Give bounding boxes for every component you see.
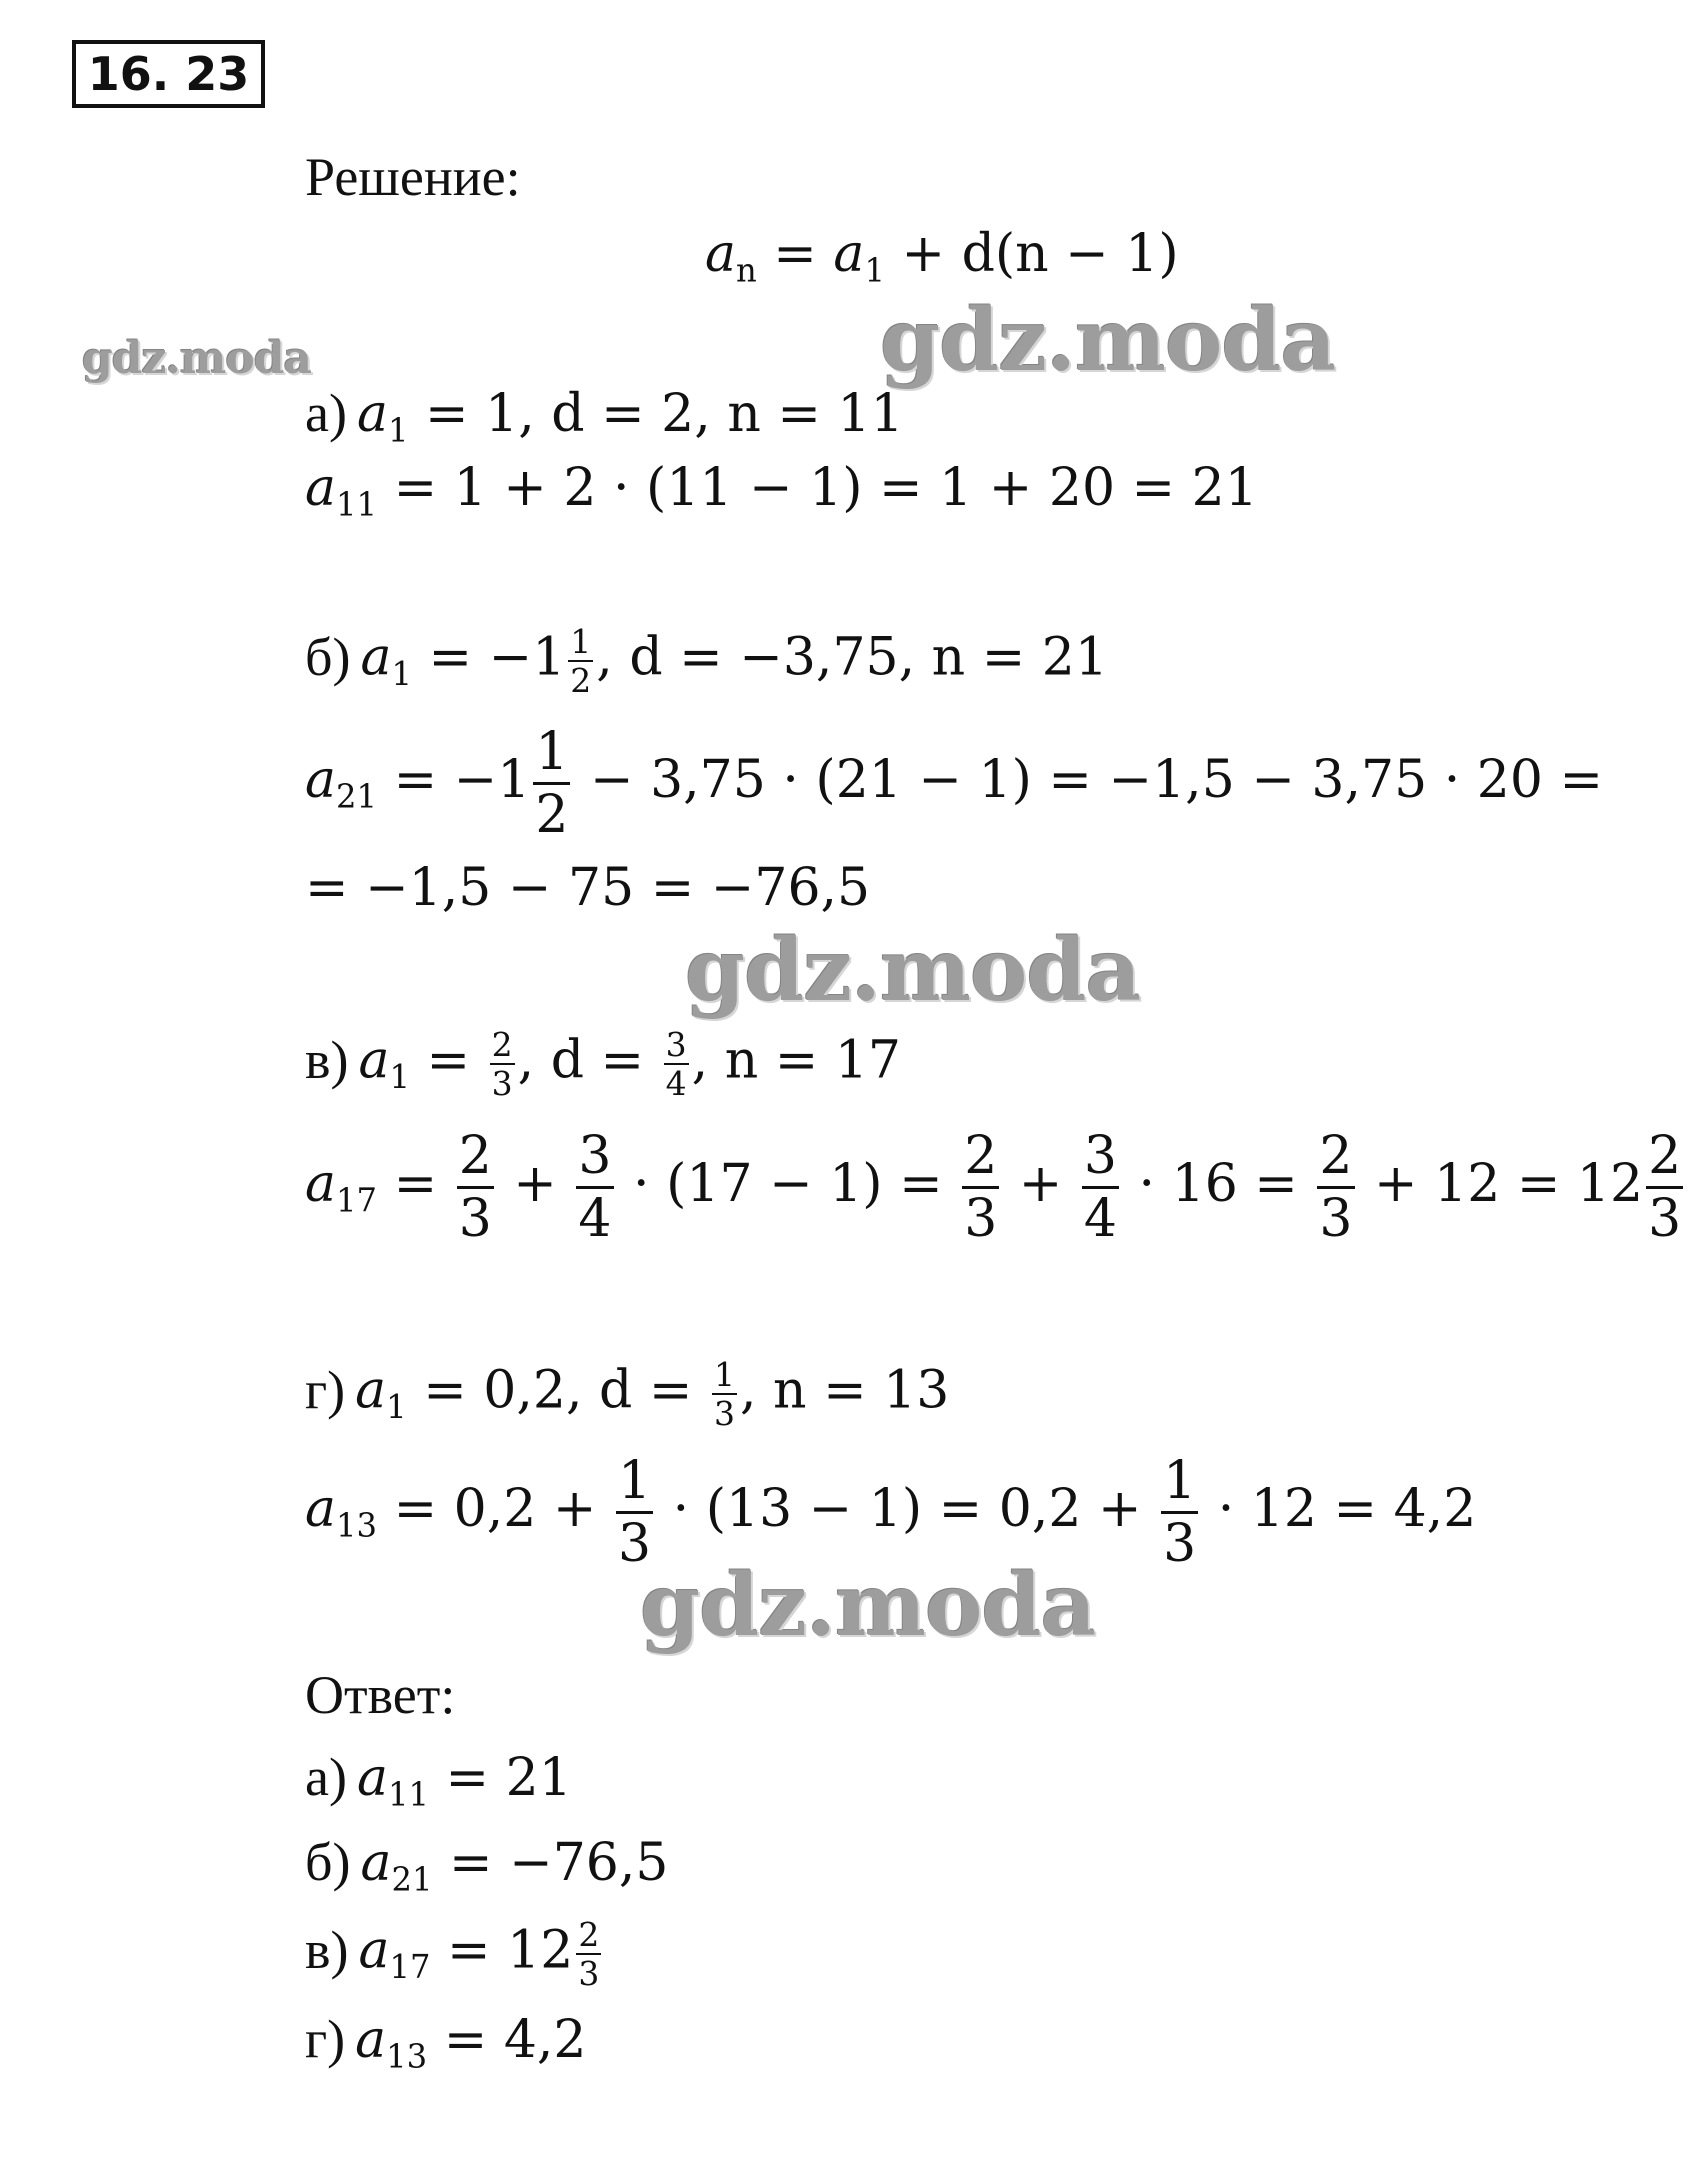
sub: 21	[391, 1860, 433, 1899]
var-a: a	[305, 1154, 337, 1214]
fraction	[1082, 1126, 1119, 1249]
fraction	[490, 1025, 515, 1103]
formula-lhs-sub: n	[736, 251, 757, 290]
text: − 3,75 · (21 − 1) = −1,5 − 3,75 · 20 =	[573, 750, 1604, 810]
general-formula: $a_n = a_1 + d(n - 1)$	[705, 224, 1179, 290]
text: = 12	[430, 1920, 574, 1981]
part-a-calc-text: = 1 + 2 · (11 − 1) = 1 + 20 = 21	[377, 458, 1258, 518]
fraction-denominator: 3	[1648, 1189, 1682, 1249]
fraction-denominator: 4	[578, 1189, 612, 1249]
fraction-numerator: 2	[1317, 1130, 1354, 1189]
fraction-denominator: 3	[1319, 1189, 1353, 1249]
watermark-logo: gdz.moda	[640, 1555, 1096, 1656]
fraction	[576, 1915, 601, 1993]
formula-rest: + d(n − 1)	[884, 224, 1179, 284]
part-a-given-text: = 1, d = 2, n = 11	[408, 384, 904, 444]
fraction-numerator: 2	[457, 1130, 494, 1189]
text: = 4,2	[427, 2010, 587, 2070]
fraction-numerator: 1	[713, 1355, 735, 1394]
text: · 16 =	[1122, 1154, 1315, 1214]
fraction	[616, 1451, 653, 1574]
formula-a1: a	[833, 224, 865, 284]
formula-lhs: a	[705, 224, 737, 284]
part-a-given	[305, 383, 904, 450]
text: +	[1002, 1154, 1079, 1214]
text: = −76,5	[432, 1833, 669, 1893]
fraction-denominator: 3	[458, 1189, 492, 1249]
var-a: a	[356, 384, 388, 444]
sub: 13	[386, 2037, 428, 2076]
text: + 12 = 12	[1357, 1154, 1644, 1214]
fraction-numerator: 1	[533, 726, 570, 785]
fraction-denominator: 2	[535, 785, 569, 845]
part-a-calc	[305, 458, 1258, 524]
fraction-numerator: 3	[576, 1130, 613, 1189]
fraction-denominator: 4	[1083, 1189, 1118, 1249]
sub: 17	[336, 1181, 378, 1220]
fraction-denominator: 3	[578, 1954, 600, 1993]
fraction-denominator: 4	[665, 1064, 687, 1103]
answer-label: Ответ:	[305, 1665, 456, 1725]
text: = 0,2 +	[377, 1479, 614, 1539]
text: = −1	[412, 627, 566, 688]
fraction-denominator: 3	[1163, 1514, 1197, 1574]
var-a: a	[360, 1833, 392, 1893]
sub: 21	[336, 777, 378, 816]
fraction	[1646, 1126, 1683, 1249]
part-b-label: б)	[305, 626, 351, 687]
fraction-numerator: 2	[491, 1025, 513, 1064]
sub: 13	[336, 1506, 378, 1545]
part-b-calc	[305, 722, 1604, 845]
fraction	[457, 1126, 494, 1249]
fraction-numerator: 1	[1161, 1455, 1198, 1514]
part-a-label: а)	[305, 383, 347, 443]
fraction	[533, 722, 570, 845]
formula-a1-sub: 1	[864, 251, 885, 290]
watermark-logo: gdz.moda	[685, 920, 1141, 1021]
text: = 0,2, d =	[406, 1360, 709, 1421]
fraction-numerator: 1	[616, 1455, 653, 1514]
sub: 11	[336, 485, 378, 524]
var-a: a	[305, 1479, 337, 1539]
fraction-numerator: 2	[962, 1130, 999, 1189]
text: = −1	[377, 750, 531, 810]
var-a: a	[355, 2010, 387, 2070]
text: · (13 − 1) = 0,2 +	[656, 1479, 1159, 1539]
fraction-numerator: 3	[1082, 1130, 1119, 1189]
text: , d =	[517, 1030, 661, 1091]
text: · 12 = 4,2	[1201, 1479, 1477, 1539]
fraction-denominator: 3	[713, 1394, 735, 1433]
part-g-label: г)	[305, 1359, 346, 1420]
part-b-calc2: = −1,5 − 75 = −76,5	[305, 858, 871, 918]
sub: 11	[387, 1775, 429, 1814]
var-a: a	[358, 1030, 390, 1091]
part-v-label: в)	[305, 1029, 349, 1090]
text: , n = 13	[739, 1360, 950, 1421]
sub: 1	[387, 411, 409, 450]
sub: 1	[391, 654, 412, 693]
watermark-logo: gdz.moda	[82, 333, 312, 384]
fraction	[576, 1126, 613, 1249]
var-a: a	[305, 750, 337, 810]
part-g-given	[305, 1355, 950, 1433]
fraction	[1317, 1126, 1354, 1249]
fraction-numerator: 2	[1646, 1130, 1683, 1189]
answer-a	[305, 1747, 572, 1814]
text: =	[410, 1030, 487, 1091]
fraction-numerator: 3	[665, 1025, 687, 1064]
fraction	[1161, 1451, 1198, 1574]
answer-a-label: а)	[305, 1747, 347, 1807]
answer-b	[305, 1832, 669, 1899]
var-a: a	[305, 458, 337, 518]
text: +	[496, 1154, 574, 1214]
answer-v	[305, 1915, 604, 1993]
fraction-denominator: 3	[491, 1064, 513, 1103]
fraction	[568, 622, 593, 700]
var-a: a	[356, 1748, 388, 1808]
fraction	[664, 1025, 689, 1103]
text: , d = −3,75, n = 21	[596, 627, 1108, 688]
fraction-denominator: 3	[964, 1189, 998, 1249]
problem-number: 16. 23	[72, 40, 265, 108]
fraction	[712, 1355, 737, 1433]
fraction-denominator: 2	[570, 661, 592, 700]
watermark-logo: gdz.moda	[880, 290, 1336, 391]
text: · (17 − 1) =	[616, 1154, 960, 1214]
fraction-numerator: 2	[578, 1915, 600, 1954]
answer-g	[305, 2009, 587, 2076]
var-a: a	[355, 1360, 387, 1421]
text: , n = 17	[691, 1030, 901, 1091]
answer-v-label: в)	[305, 1919, 349, 1980]
fraction-denominator: 3	[618, 1514, 652, 1574]
part-g-calc	[305, 1451, 1477, 1574]
sub: 1	[386, 1387, 407, 1426]
var-a: a	[358, 1920, 390, 1981]
answer-b-label: б)	[305, 1832, 351, 1892]
part-v-calc	[305, 1126, 1686, 1249]
text: =	[377, 1154, 454, 1214]
answer-g-label: г)	[305, 2009, 346, 2069]
var-a: a	[360, 627, 392, 688]
solution-label: Решение:	[305, 147, 521, 207]
sub: 17	[389, 1947, 431, 1986]
text: = 21	[429, 1748, 572, 1808]
fraction	[962, 1126, 999, 1249]
part-b-given	[305, 622, 1108, 700]
part-v-given	[305, 1025, 901, 1103]
fraction-numerator: 1	[570, 622, 592, 661]
sub: 1	[389, 1057, 411, 1096]
